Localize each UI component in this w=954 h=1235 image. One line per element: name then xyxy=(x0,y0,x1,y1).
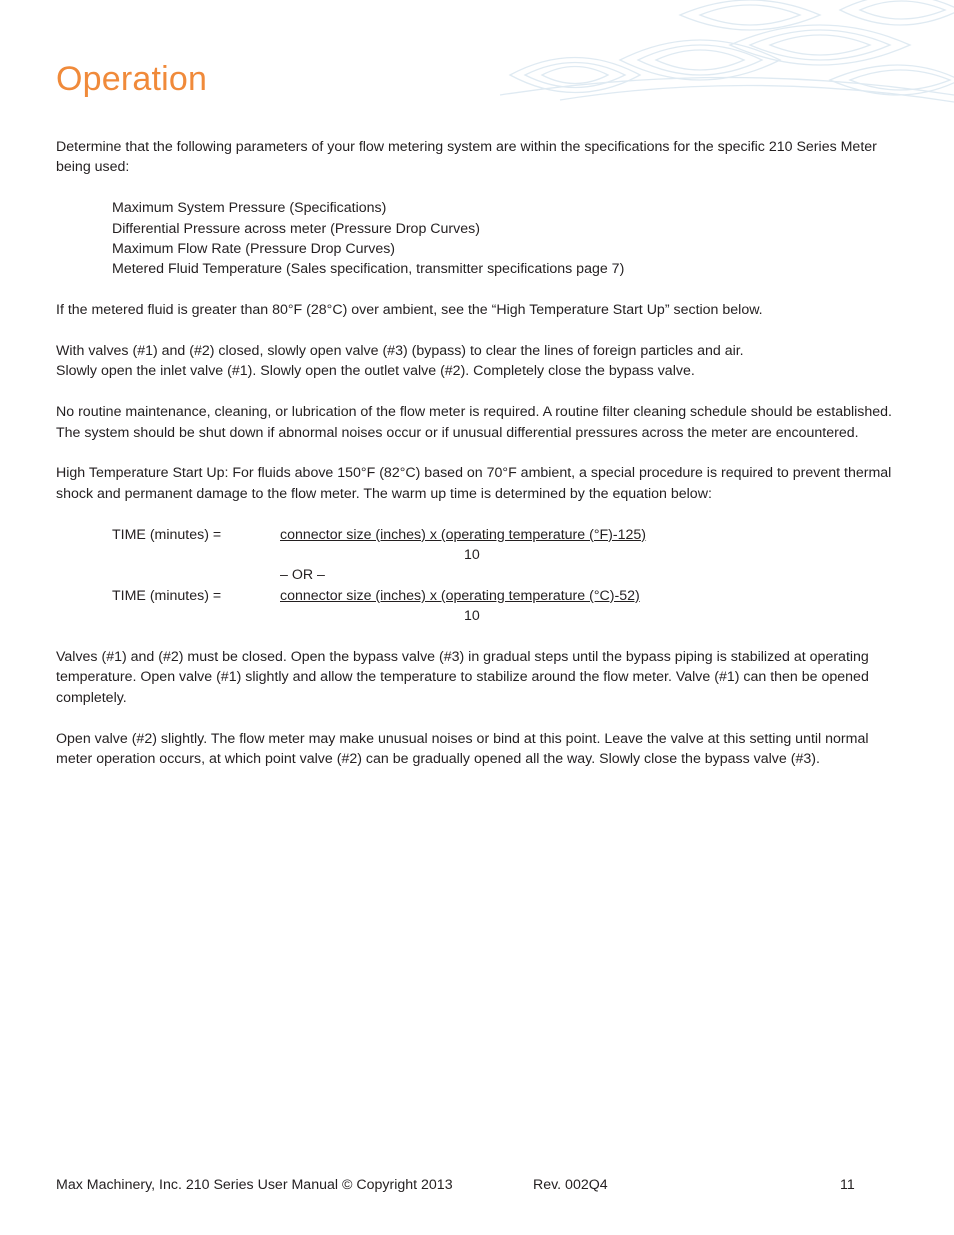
footer-revision: Rev. 002Q4 xyxy=(533,1177,608,1193)
intro-paragraph: Determine that the following parameters of your flow metering system are within the specifications for the specific 210 Series Meter being used: xyxy=(56,139,877,176)
list-item: Differential Pressure across meter (Pressure Drop Curves) xyxy=(112,220,480,237)
footer-manual: Max Machinery, Inc. 210 Series User Manual © Copyright 2013 xyxy=(56,1177,453,1193)
parameter-list xyxy=(112,198,892,280)
formula-celsius xyxy=(112,586,892,606)
warm-up-formula xyxy=(112,525,892,627)
maintenance-paragraph: No routine maintenance, cleaning, or lubrication of the flow meter is required. A routine filter cleaning schedule should be established. The system should be shut down if abnormal noises occur or if unusual differential pressures across the meter are encountered. xyxy=(56,404,892,441)
bypass-paragraph: Valves (#1) and (#2) must be closed. Open the bypass valve (#3) in gradual steps until the bypass piping is stabilized at operating temperature. Open valve (#1) slightly and allow the temperature to stabilize around the flow meter. Valve (#1) can then be opened completely. xyxy=(56,649,869,706)
valve-procedure-line-1: With valves (#1) and (#2) closed, slowly open valve (#3) (bypass) to clear the lines of foreign particles and air. xyxy=(56,343,744,360)
formula-denominator: 10 xyxy=(464,547,480,564)
formula-numerator: connector size (inches) x (operating temperature (°C)-52) xyxy=(280,587,640,604)
list-item: Maximum Flow Rate (Pressure Drop Curves) xyxy=(112,241,396,258)
page-title: Operation xyxy=(56,60,208,98)
formula-label: TIME (minutes) = xyxy=(112,587,222,604)
valve-procedure-paragraph xyxy=(56,341,892,382)
footer-page-number: 11 xyxy=(840,1177,855,1193)
high-temperature-paragraph: High Temperature Start Up: For fluids above 150°F (82°C) based on 70°F ambient, a special procedure is required to prevent thermal shock and permanent damage to the flow meter. The warm up time is determined by the equation below: xyxy=(56,465,892,502)
formula-denominator: 10 xyxy=(464,608,480,625)
formula-label: TIME (minutes) = xyxy=(112,526,222,543)
formula-numerator: connector size (inches) x (operating temperature (°F)-125) xyxy=(280,526,647,543)
formula-or: – OR – xyxy=(280,567,325,584)
list-item: Maximum System Pressure (Specifications) xyxy=(112,200,387,217)
formula-fahrenheit xyxy=(112,525,892,545)
temperature-note-paragraph: If the metered fluid is greater than 80°F (28°C) over ambient, see the “High Temperature Start Up” section below. xyxy=(56,302,763,319)
document-body xyxy=(56,137,892,790)
list-item: Metered Fluid Temperature (Sales specification, transmitter specifications page 7) xyxy=(112,261,625,278)
valve-procedure-line-2: Slowly open the inlet valve (#1). Slowly open the outlet valve (#2). Completely close the bypass valve. xyxy=(56,363,695,380)
wave-pattern-icon xyxy=(500,0,954,110)
final-paragraph: Open valve (#2) slightly. The flow meter may make unusual noises or bind at this point. Leave the valve at this setting until normal meter operation occurs, at which point valve (#2) can be gradually opened all the way. Slowly close the bypass valve (#3). xyxy=(56,730,869,768)
